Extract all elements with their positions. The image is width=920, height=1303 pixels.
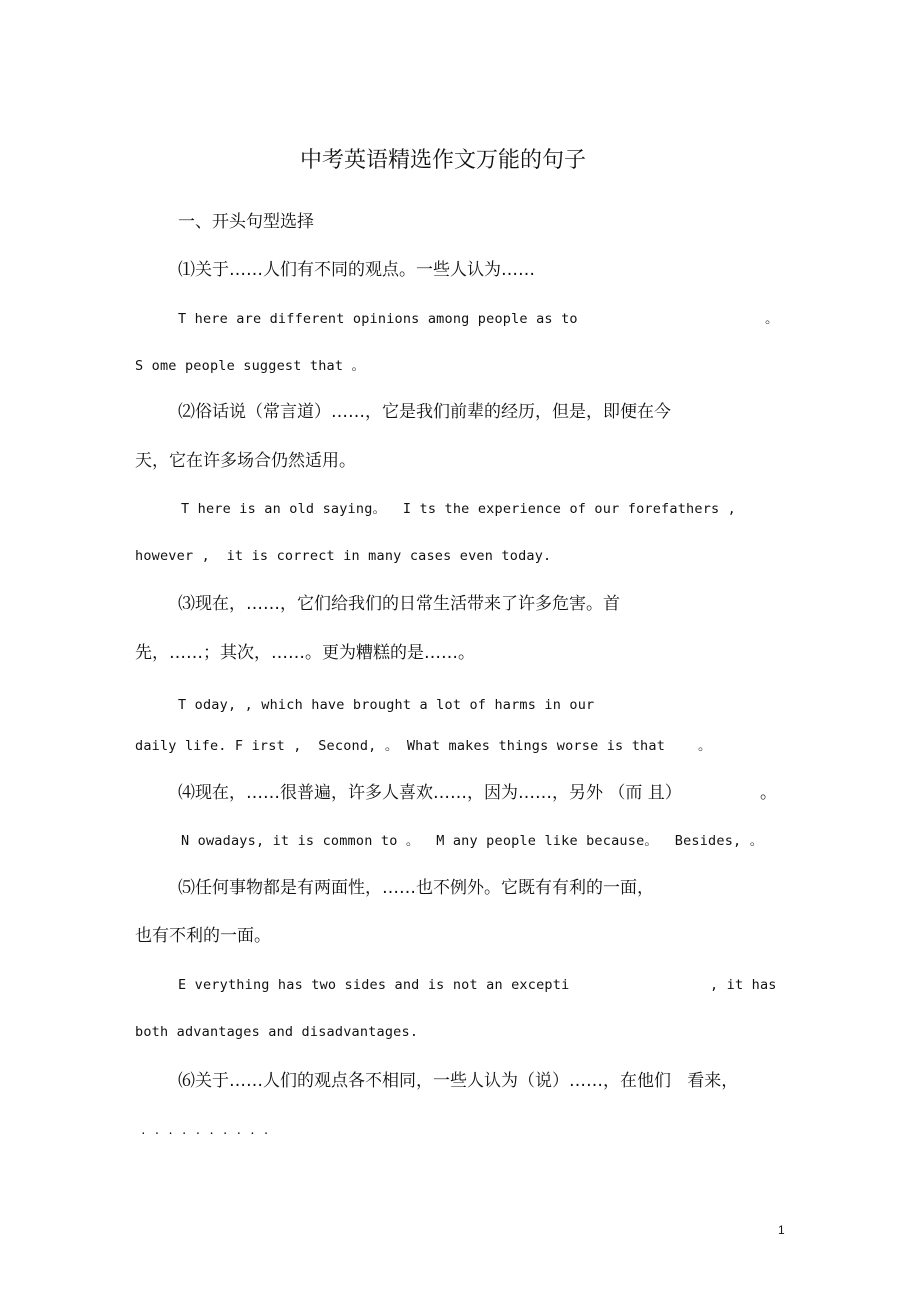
item-4-english: N owadays, it is common to 。 M any people like because。 Besides, 。 — [181, 833, 764, 849]
item-5-chinese-line2: 也有不利的一面。 — [135, 926, 271, 946]
item-1-english-line1: T here are different opinions among people as to — [178, 311, 578, 327]
item-2-english-line2: however , it is correct in many cases even today. — [135, 548, 552, 564]
item-5-english-line1: E verything has two sides and is not an excepti — [178, 977, 570, 993]
item-1-english-line1-end: 。 — [765, 311, 779, 327]
item-3-english-line2-end: 。 — [698, 738, 712, 754]
item-6-chinese-line1: ⑹关于……人们的观点各不相同，一些人认为（说）……，在他们 看来， — [178, 1071, 739, 1091]
item-6-ellipsis: . . . . . . . . . . — [140, 1124, 270, 1137]
item-3-chinese-line2: 先，……；其次，……。更为糟糕的是……。 — [135, 643, 475, 663]
item-3-english-line2: daily life. F irst , Second, 。 What makes things worse is that — [135, 738, 666, 754]
item-1-english-line2: S ome people suggest that 。 — [135, 358, 366, 374]
item-1-chinese: ⑴关于……人们有不同的观点。一些人认为…… — [178, 260, 535, 280]
page-title: 中考英语精选作文万能的句子 — [300, 148, 587, 173]
item-4-chinese: ⑷现在，……很普遍，许多人喜欢……，因为……，另外 （而 且） — [178, 783, 682, 803]
item-2-chinese-line2: 天，它在许多场合仍然适用。 — [135, 451, 356, 471]
item-2-chinese-line1: ⑵俗话说（常言道）……，它是我们前辈的经历，但是，即便在今 — [178, 402, 671, 422]
item-4-chinese-end: 。 — [760, 783, 777, 803]
item-5-english-line2: both advantages and disadvantages. — [135, 1024, 419, 1040]
item-3-english-line1: T oday, , which have brought a lot of harms in our — [178, 697, 595, 713]
item-2-english-line1: T here is an old saying。 I ts the experience of our forefathers , — [181, 501, 736, 517]
section-heading: 一、开头句型选择 — [178, 212, 314, 232]
item-3-chinese-line1: ⑶现在，……，它们给我们的日常生活带来了许多危害。首 — [178, 594, 620, 614]
item-5-english-line1-end: , it has — [710, 977, 777, 993]
item-5-chinese-line1: ⑸任何事物都是有两面性，……也不例外。它既有有利的一面， — [178, 878, 654, 898]
page-number: 1 — [778, 1223, 785, 1237]
